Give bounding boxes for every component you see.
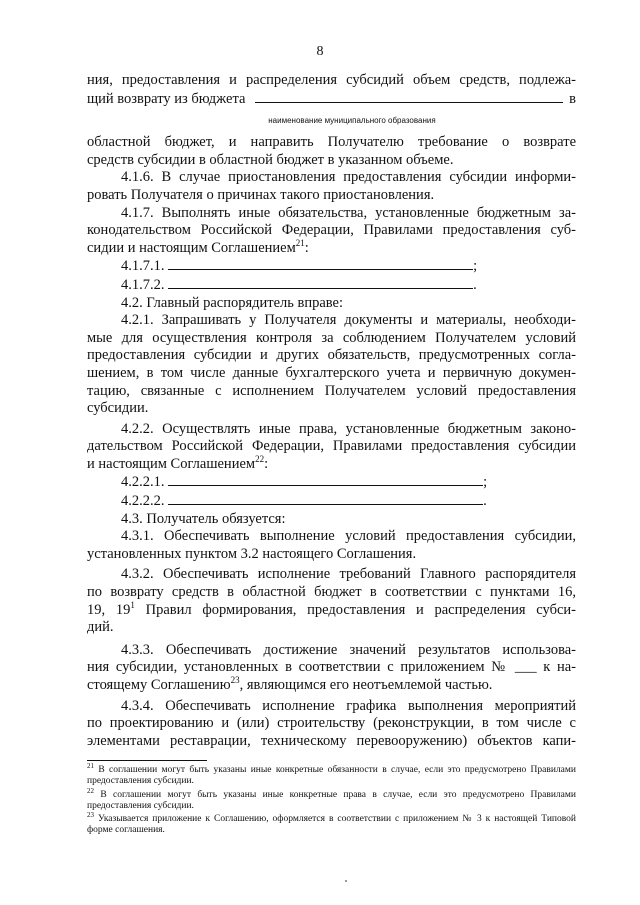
text-line: 4.1.6. В случае приостановления предоставления субсидии информи- [121, 169, 576, 186]
text-fragment: ; [473, 258, 478, 275]
fill-in-blank [168, 492, 483, 505]
footnote-marker: 22 [87, 786, 94, 795]
footnote-text: В соглашении могут быть указаны иные конкретные права в случае, если это предусмотрено Правилами предоставления субсидии. [87, 789, 576, 811]
footnote-marker: 23 [87, 811, 94, 820]
text-line: 4.3.3. Обеспечивать достижение значений результатов использова- [121, 641, 576, 658]
text-fragment: , являющимся его неотъемлемой частью. [239, 677, 493, 693]
fill-in-blank [168, 257, 473, 270]
text-line: субсидии. [87, 400, 149, 417]
text-line: мые для осуществления контроля за соблюдением Получателем условий [87, 329, 576, 346]
text-line [87, 90, 576, 109]
text-fragment: 19, 19 [87, 601, 131, 618]
superscript: 1 [130, 599, 135, 610]
text-line [87, 237, 576, 258]
text-line: установленных пунктом 3.2 настоящего Соглашения. [87, 545, 417, 562]
text-fragment: . [473, 276, 477, 293]
text-line [87, 599, 576, 620]
text-line: по возврату средств в областной бюджет в соответствии с пунктами 16, [87, 584, 576, 601]
item-number: 4.2.2.2. [121, 493, 165, 510]
text-line: конодательством Российской Федерации, Правилами предоставления суб- [87, 222, 576, 239]
footnotes [87, 761, 576, 839]
field-caption: наименование муниципального образования [268, 116, 436, 126]
text-fragment: и настоящим Соглашением [87, 455, 256, 472]
fill-in-blank [255, 90, 563, 103]
text-fragment: сидии и настоящим Соглашением [87, 239, 296, 256]
fill-in-blank [168, 473, 483, 486]
document-body [87, 72, 576, 750]
footnote-23 [87, 811, 576, 837]
text-line: тацию, связанные с исполнением Получателем условий предоставления [87, 382, 576, 399]
text-line: по проектированию и (или) строительству (реконструкции, в том числе с [87, 715, 576, 732]
text-fragment: щий возврату из бюджета [87, 90, 246, 107]
text-line [87, 677, 576, 695]
text-line: шением, в том числе данные бухгалтерского учета и первичную докумен- [87, 364, 576, 381]
page-number: 8 [316, 44, 324, 59]
footnote-22 [87, 786, 576, 813]
text-line: дательством Российской Федерации, Правилами предоставления субсидии [87, 438, 576, 455]
text-line: дий. [87, 619, 114, 636]
text-line: 4.1.7. Выполнять иные обязательства, установленные бюджетным за- [121, 204, 576, 221]
item-number: 4.1.7.2. [121, 276, 165, 293]
text-line: 4.3.2. Обеспечивать исполнение требований Главного распорядителя [121, 566, 576, 583]
text-fragment: Правил формирования, предоставления и распределения субси- [134, 601, 576, 618]
text-line [87, 257, 576, 276]
text-line [87, 456, 576, 474]
footnote-marker: 21 [87, 761, 94, 770]
text-fragment: . [483, 493, 487, 510]
footnote-ref: 21 [295, 237, 305, 248]
footnote-separator [87, 760, 207, 761]
text-line: 4.3.1. Обеспечивать выполнение условий предоставления субсидии, [121, 528, 576, 545]
text-line: ния, предоставления и распределения субсидий объем средств, подлежа- [87, 72, 576, 88]
section-heading: 4.2. Главный распорядитель вправе: [121, 294, 344, 311]
text-fragment: в [569, 90, 576, 107]
text-fragment: : [264, 455, 269, 472]
text-line: ровать Получателя о причинах такого приостановления. [87, 186, 435, 203]
footnote-text: В соглашении могут быть указаны иные конкретные обязанности в случае, если это предусмотрено Правилами предоставления субсидии. [87, 765, 576, 787]
scan-speck [345, 880, 347, 882]
text-line: 4.2.2. Осуществлять иные права, установленные бюджетным законо- [121, 420, 576, 437]
text-fragment: ; [483, 474, 488, 491]
text-line: ния субсидии, установленных в соответствии с приложением № ___ к на- [87, 659, 576, 676]
text-line: 4.3.4. Обеспечивать исполнение графика выполнения мероприятий [121, 697, 576, 714]
text-line: средств субсидии в областной бюджет в указанном объеме. [87, 151, 454, 168]
item-number: 4.1.7.1. [121, 258, 165, 275]
text-line [87, 492, 576, 511]
text-line: элементами реставрации, техническому перевооружению) объектов капи- [87, 732, 576, 749]
text-line: предоставления субсидии и других обязательств, предусмотренных согла- [87, 347, 576, 364]
section-heading: 4.3. Получатель обязуется: [121, 510, 286, 527]
footnote-ref: 22 [255, 454, 265, 465]
text-fragment: : [304, 239, 309, 256]
footnote-21 [87, 761, 576, 788]
item-number: 4.2.2.1. [121, 474, 165, 491]
fill-in-blank [168, 276, 473, 289]
text-line: областной бюджет, и направить Получателю требование о возврате [87, 134, 576, 151]
footnote-text: Указывается приложение к Соглашению, оформляется в соответствии с приложением № 3 к настоящей Типовой форме соглашения. [87, 814, 576, 836]
text-line [87, 473, 576, 492]
text-fragment: стоящему Соглашению [87, 677, 231, 693]
footnote-ref: 23 [230, 675, 240, 686]
text-line [87, 276, 576, 295]
text-line: 4.2.1. Запрашивать у Получателя документы и материалы, необходи- [121, 312, 576, 329]
